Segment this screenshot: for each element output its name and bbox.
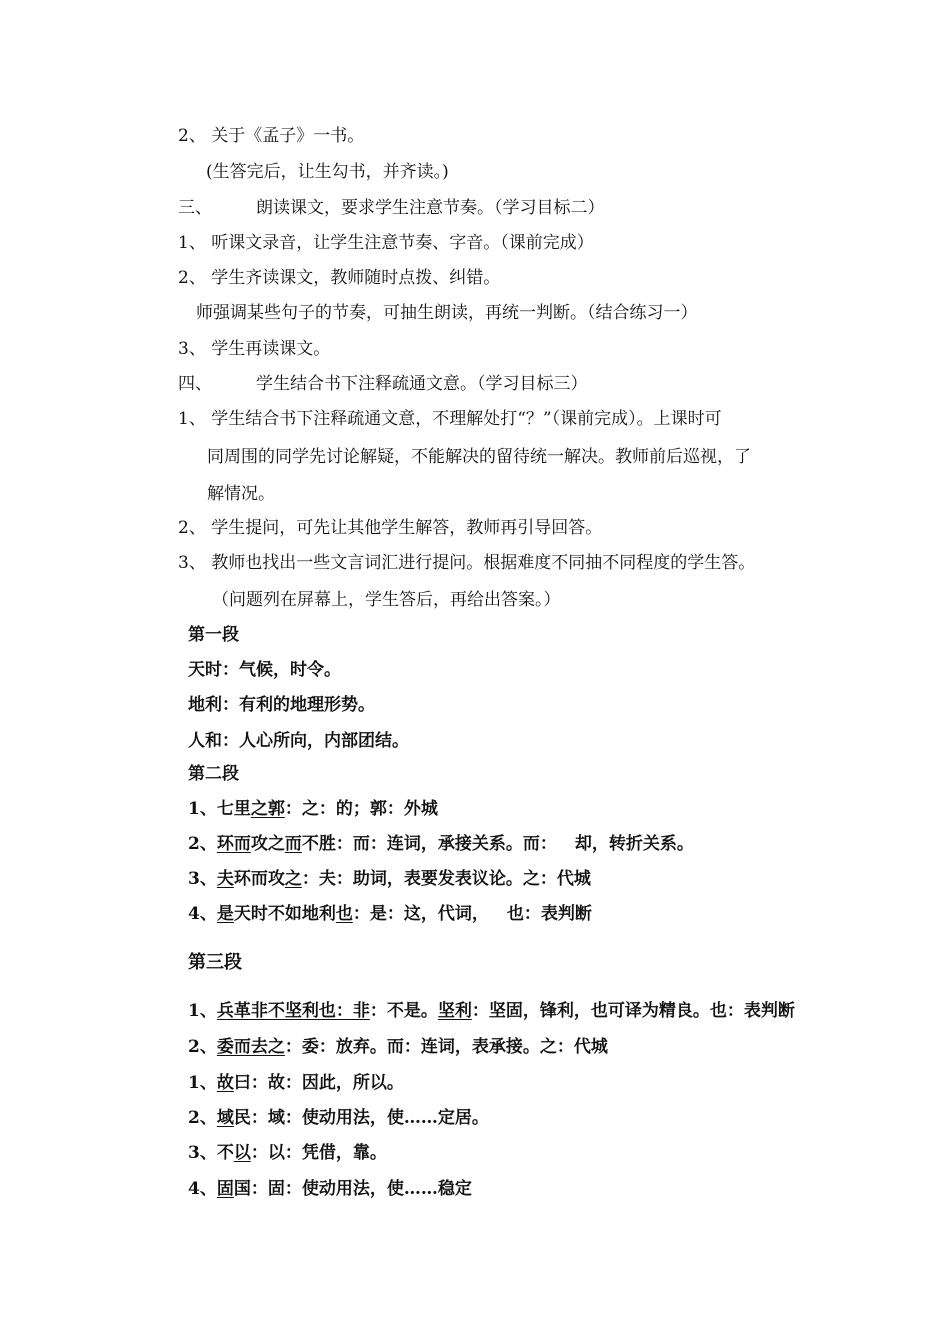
explanation: ：夫：助词，表要发表议论。之：代城 bbox=[301, 869, 591, 889]
item-read-together: 2、 学生齐读课文，教师随时点拨、纠错。 bbox=[178, 268, 501, 288]
paragraph-three-title: 第三段 bbox=[188, 952, 242, 973]
underlined-phrase: 而 bbox=[284, 834, 302, 854]
vocab-item bbox=[188, 1106, 489, 1130]
vocab-item bbox=[188, 797, 438, 821]
vocab-item bbox=[188, 1177, 472, 1201]
phrase-text: 不 bbox=[216, 1143, 234, 1163]
item-number: 4、 bbox=[188, 904, 217, 924]
explanation: 国：固：使动用法，使……稳定 bbox=[233, 1179, 472, 1199]
underlined-phrase: 夫 bbox=[216, 869, 234, 889]
explanation: 却，转折关系。 bbox=[574, 834, 694, 854]
explanation: ：之：的；郭：外城 bbox=[284, 799, 438, 819]
vocab-item bbox=[188, 832, 694, 856]
underlined-phrase: 是 bbox=[216, 904, 234, 924]
item-read-again: 3、 学生再读课文。 bbox=[178, 339, 331, 359]
explanation: 曰：故：因此，所以。 bbox=[233, 1073, 404, 1093]
item-annotation-line1: 1、 学生结合书下注释疏通文意，不理解处打“？”（课前完成）。上课时可 bbox=[178, 409, 722, 429]
vocab-item: 人和：人心所向，内部团结。 bbox=[188, 731, 409, 751]
vocab-item bbox=[188, 867, 591, 891]
section-number: 四、 bbox=[178, 374, 212, 394]
underlined-phrase: 也 bbox=[335, 904, 353, 924]
explanation: ：坚固，锋利，也可译为精良。也：表判断 bbox=[471, 1001, 795, 1021]
underlined-phrase: 之郭 bbox=[250, 799, 285, 819]
underlined-phrase: 委而去之 bbox=[216, 1037, 285, 1057]
vocab-item bbox=[188, 999, 795, 1023]
item-annotation-line3: 解情况。 bbox=[207, 484, 275, 504]
vocab-item: 天时：气候，时令。 bbox=[188, 660, 341, 680]
section-three-heading bbox=[178, 196, 605, 220]
underlined-phrase: 故 bbox=[216, 1073, 234, 1093]
item-listen-recording: 1、 听课文录音，让学生注意节奏、字音。（课前完成） bbox=[178, 233, 594, 253]
paragraph-one-title: 第一段 bbox=[188, 625, 239, 645]
phrase-text: 攻之 bbox=[250, 834, 285, 854]
explanation: ：以：凭借，靠。 bbox=[250, 1143, 387, 1163]
phrase-text: 天时不如地利 bbox=[233, 904, 336, 924]
section-number: 三、 bbox=[178, 198, 212, 218]
item-number: 1、 bbox=[188, 799, 217, 819]
explanation: 民：域：使动用法，使……定居。 bbox=[233, 1108, 489, 1128]
item-number: 4、 bbox=[188, 1179, 217, 1199]
item-annotation-line2: 同周围的同学先讨论解疑，不能解决的留待统一解决。教师前后巡视，了 bbox=[207, 447, 751, 467]
underlined-phrase: 环而 bbox=[216, 834, 251, 854]
item-number: 2、 bbox=[188, 1037, 217, 1057]
explanation: ：委：放弃。而：连词，表承接。之：代城 bbox=[284, 1037, 608, 1057]
explanation: 不胜：而：连词，承接关系。而： bbox=[301, 834, 557, 854]
vocab-item bbox=[188, 1035, 608, 1059]
item-number: 3、 bbox=[188, 869, 217, 889]
underlined-phrase: 固 bbox=[216, 1179, 234, 1199]
item-teacher-question: 3、 教师也找出一些文言词汇进行提问。根据难度不同抽不同程度的学生答。 bbox=[178, 553, 756, 573]
underlined-phrase: 之 bbox=[284, 869, 302, 889]
section-four-heading bbox=[178, 372, 588, 396]
item-number: 3、 bbox=[188, 1143, 217, 1163]
vocab-item bbox=[188, 1141, 387, 1165]
vocab-item: 地利：有利的地理形势。 bbox=[188, 695, 375, 715]
note-student-answer: (生答完后，让生勾书，并齐读。) bbox=[206, 162, 449, 182]
underlined-phrase: 兵革非不坚利也：非 bbox=[216, 1001, 370, 1021]
item-student-question: 2、 学生提问，可先让其他学生解答，教师再引导回答。 bbox=[178, 518, 603, 538]
item-number: 2、 bbox=[188, 834, 217, 854]
item-number: 1、 bbox=[188, 1073, 217, 1093]
item-mencius-book: 2、 关于《孟子》一书。 bbox=[178, 126, 365, 146]
underlined-phrase: 域 bbox=[216, 1108, 234, 1128]
note-screen-questions: （问题列在屏幕上，学生答后，再给出答案。） bbox=[212, 590, 561, 610]
paragraph-two-title: 第二段 bbox=[188, 764, 239, 784]
item-number: 2、 bbox=[188, 1108, 217, 1128]
vocab-item bbox=[188, 1071, 404, 1095]
phrase-text: 环而攻 bbox=[233, 869, 285, 889]
note-teacher-rhythm: 师强调某些句子的节奏，可抽生朗读，再统一判断。（结合练习一） bbox=[196, 303, 698, 323]
section-text: 学生结合书下注释疏通文意。（学习目标三） bbox=[256, 374, 588, 394]
explanation: ：是：这，代词， bbox=[352, 904, 489, 924]
explanation: ：不是。 bbox=[369, 1001, 438, 1021]
vocab-item bbox=[188, 902, 592, 926]
underlined-phrase: 坚利 bbox=[437, 1001, 472, 1021]
section-text: 朗读课文，要求学生注意节奏。（学习目标二） bbox=[256, 198, 605, 218]
item-number: 1、 bbox=[188, 1001, 217, 1021]
phrase-text: 七里 bbox=[216, 799, 251, 819]
explanation: 也：表判断 bbox=[506, 904, 592, 924]
underlined-phrase: 以 bbox=[233, 1143, 251, 1163]
